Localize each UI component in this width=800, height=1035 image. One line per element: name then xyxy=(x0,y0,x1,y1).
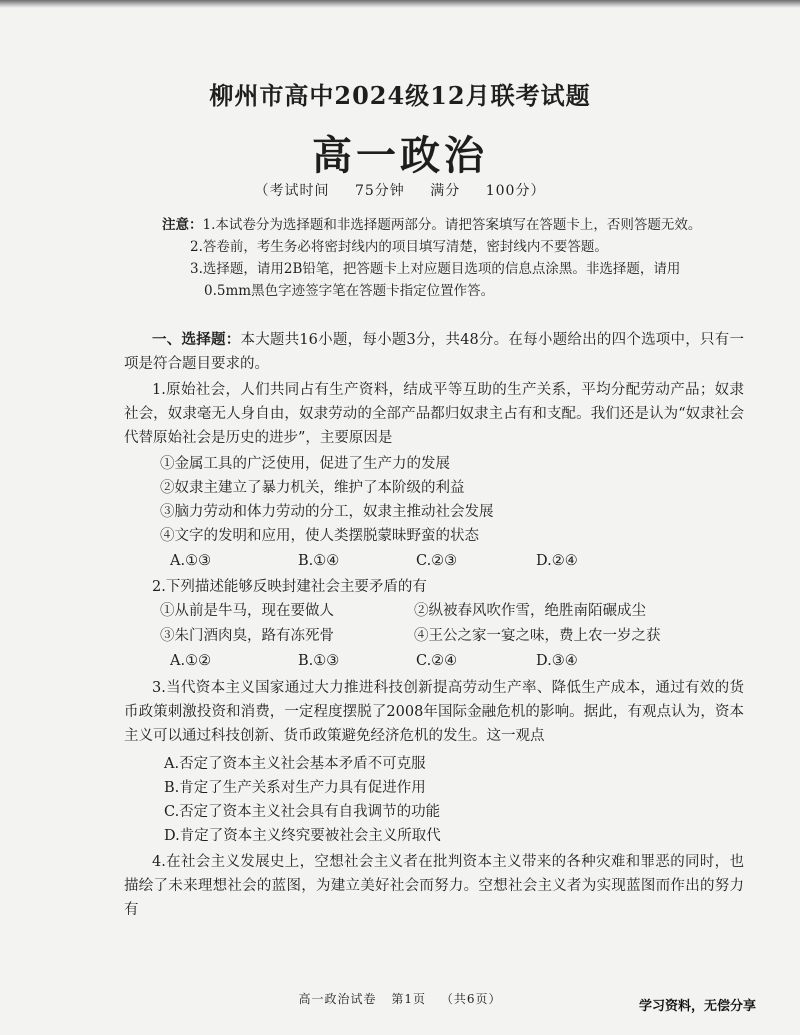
option-d: D.肯定了资本主义终究要被社会主义所取代 xyxy=(164,828,441,844)
option-a: A.①③ xyxy=(170,553,212,569)
statement: ①从前是牛马，现在要做人 xyxy=(160,603,334,619)
time-label: （考试时间 xyxy=(254,183,330,199)
statement: ②奴隶主建立了暴力机关，维护了本阶级的利益 xyxy=(160,480,465,496)
question-3 xyxy=(124,676,744,748)
notice-item-3-cont: 0.5mm黑色字迹签字笔在答题卡指定位置作答。 xyxy=(204,283,495,299)
notice-item-1: 注意：1.本试卷分为选择题和非选择题两部分。请把答案填写在答题卡上，否则答题无效。 xyxy=(162,217,702,233)
exam-title: 柳州市高中2024级12月联考试题 xyxy=(209,81,591,110)
notice-item-2: 2.答卷前，考生务必将密封线内的项目填写清楚，密封线内不要答题。 xyxy=(190,239,608,255)
watermark-text: 学习资料，无偿分享 xyxy=(638,999,756,1014)
section-head: 一、选择题： xyxy=(152,331,241,348)
option-d: D.②④ xyxy=(536,553,578,569)
section-intro xyxy=(124,328,744,376)
option-d: D.③④ xyxy=(536,653,578,669)
statement: ④王公之家一宴之味，费上农一岁之获 xyxy=(414,628,661,644)
option-c: C.②④ xyxy=(416,653,458,669)
subject-title: 高一政治 xyxy=(312,132,488,179)
section-text: 本大题共16小题，每小题3分，共48分。在每小题给出的四个选项中，只有一项是符合题目要求的。 xyxy=(124,332,745,372)
notice-label: 注意： xyxy=(162,217,203,233)
option-a: A.①② xyxy=(170,653,212,669)
time-value: 75分钟 xyxy=(354,183,405,199)
statement: ③脑力劳动和体力劳动的分工，奴隶主推动社会发展 xyxy=(160,504,494,520)
question-2 xyxy=(124,575,744,599)
question-4 xyxy=(124,850,744,922)
option-c: C.②③ xyxy=(416,553,458,569)
statement: ②纵被春风吹作雪，绝胜南陌碾成尘 xyxy=(414,603,646,619)
question-stem: 2.下列描述能够反映封建社会主要矛盾的有 xyxy=(152,579,427,595)
score-value: 100分） xyxy=(485,183,546,199)
option-b: B.肯定了生产关系对生产力具有促进作用 xyxy=(164,780,426,796)
statement: ③朱门酒肉臭，路有冻死骨 xyxy=(160,628,334,644)
footer-total: （共6页） xyxy=(440,992,502,1006)
notice-item-3: 3.选择题，请用2B铅笔，把答题卡上对应题目选项的信息点涂黑。非选择题，请用 xyxy=(190,261,681,277)
option-b: B.①③ xyxy=(298,653,340,669)
notice-block xyxy=(162,214,762,302)
statement: ④文字的发明和应用，使人类摆脱蒙昧野蛮的状态 xyxy=(160,528,479,544)
question-stem: 4.在社会主义发展史上，空想社会主义者在批判资本主义带来的各种灾难和罪恶的同时，也描绘了未来理想社会的蓝图，为建立美好社会而努力。空想社会主义者为实现蓝图而作出的努力有 xyxy=(124,854,744,918)
footer-page: 第1页 xyxy=(391,992,426,1006)
option-a: A.否定了资本主义社会基本矛盾不可克服 xyxy=(164,756,426,772)
statement: ①金属工具的广泛使用，促进了生产力的发展 xyxy=(160,456,450,472)
footer-subject: 高一政治试卷 xyxy=(298,992,377,1006)
question-stem: 3.当代资本主义国家通过大力推进科技创新提高劳动生产率、降低生产成本，通过有效的货币政策刺激投资和消费，一定程度摆脱了2008年国际金融危机的影响。据此，有观点认为，资本主义可以通过科技创新、货币政策避免经济危机的发生。这一观点 xyxy=(124,680,744,744)
score-label: 满分 xyxy=(430,183,461,199)
option-c: C.否定了资本主义社会具有自我调节的功能 xyxy=(164,804,441,820)
question-stem: 1.原始社会，人们共同占有生产资料，结成平等互助的生产关系，平均分配劳动产品；奴隶社会，奴隶毫无人身自由，奴隶劳动的全部产品都归奴隶主占有和支配。我们还是认为“奴隶社会代替原始社会是历史的进步”，主要原因是 xyxy=(124,382,744,446)
option-b: B.①④ xyxy=(298,553,340,569)
exam-meta xyxy=(0,180,800,200)
question-1 xyxy=(124,378,744,450)
